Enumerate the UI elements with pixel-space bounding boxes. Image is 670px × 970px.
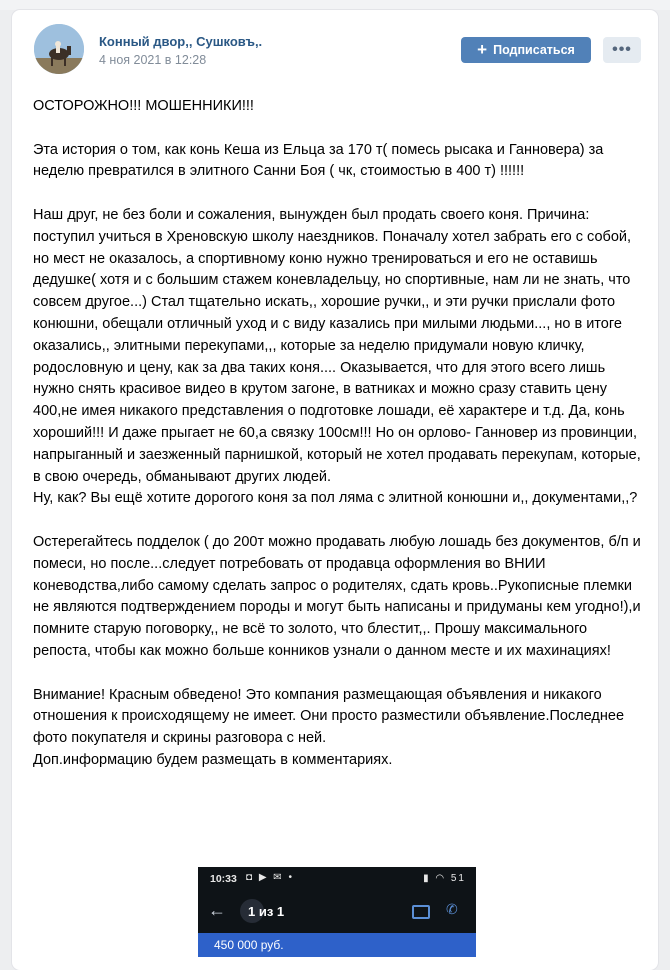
back-arrow-icon: ← <box>208 900 226 920</box>
paragraph: Внимание! Красным обведено! Это компания размещающая объявления и никакого отношения к происходящему не имеет. Они просто разместили объявление.Последнее фото покупателя и скрины разговора с ней. <box>33 686 629 747</box>
author-name[interactable]: Конный двор,, Сушковъ,. <box>99 34 263 49</box>
photo-counter: 1 из 1 <box>248 904 285 919</box>
paragraph-gap <box>33 663 643 685</box>
avatar[interactable] <box>34 24 84 74</box>
paragraph: ОСТОРОЖНО!!! МОШЕННИКИ!!! <box>33 98 254 114</box>
price-bar <box>198 933 476 957</box>
subscribe-label: Подписаться <box>493 43 575 57</box>
video-call-icon <box>412 905 430 919</box>
photo-attachment[interactable] <box>198 867 476 957</box>
paragraph: Ну, как? Вы ещё хотите дорогого коня за пол ляма с элитной конюшни и,, документами,,? <box>33 490 638 507</box>
paragraph: Доп.информацию будем размещать в комментариях. <box>33 751 393 768</box>
paragraph: Остерегайтесь подделок ( до 200т можно продавать любую лошадь без документов, б/п и помеси, но после...следует потребовать от продавца оформления во ВНИИ коневодства,либо самому сделать запрос о родителях, сдать кровь..Рукописные племки не являются подтверждением породы и могут быть написаны и придуманы кем угодно!),и помните старую поговорку,, не всё то золото, что блестит,,. Прошу максимального репоста, чтобы как можно больше конников узнали о данном месте и их махинациях! <box>33 533 645 659</box>
phone-status-bar <box>198 867 476 891</box>
paragraph-gap <box>33 183 643 205</box>
post-card <box>12 10 658 970</box>
more-icon: ••• <box>612 41 632 58</box>
price-text: 450 000 руб. <box>214 938 284 952</box>
status-time: 10:33 <box>210 873 237 885</box>
avatar-horse-image <box>34 24 84 74</box>
post-date[interactable]: 4 ноя 2021 в 12:28 <box>99 53 207 67</box>
more-options-button[interactable] <box>603 37 641 63</box>
subscribe-button[interactable] <box>461 37 591 63</box>
chat-nav-row <box>198 895 476 929</box>
plus-icon: + <box>477 39 488 59</box>
notification-icons: ◘ ▶ ✉ • <box>246 872 294 883</box>
post-header <box>12 10 658 90</box>
post-text <box>33 96 643 772</box>
paragraph-gap <box>33 118 643 140</box>
paragraph: Наш друг, не без боли и сожаления, вынужден был продать своего коня. Причина: поступил учиться в Хреновскую школу наездников. Поначалу хотел забрать его с собой, но мест не оказалось, а спортивному коню нужно тренироваться и его не оставишь дедушке( хотя и с большим стажем коневладельцу, но спортивные, нам ли не знать, что совсем другое...) Стал тщательно искать,, хорошие ручки,, и эти ручки прислали фото конюшни, обещали отличный уход и с виду казались при милыми людьми..., но в итоге оказались,, элитными перекупами,,, которые за неделю придумали новую кличку, родословную и цену, как за два таких коня.... Оказывается, что для этого всего лишь нужно снять красивое видео в крутом загоне, в ватниках и можно сразу ставить цену 400,не имея никакого представления о подготовке лошади, её характере и т.д. Да, конь хороший!!! И даже прыгает не 60,а связку 100см!!! Но он орлово- Ганновер из провинции, напрыганный и заезженный парнишкой, который не хотел продавать перекупам, которые, в свою очередь, обманывают других людей. <box>33 206 645 485</box>
paragraph-gap <box>33 510 643 532</box>
top-strip <box>0 0 670 10</box>
signal-battery-icons: ▮ ◠ 51 <box>423 873 466 884</box>
phone-call-icon: ✆ <box>446 901 458 917</box>
paragraph: Эта история о том, как конь Кеша из Ельца за 170 т( помесь рысака и Ганновера) за неделю превратился в элитного Санни Боя ( чк, стоимостью в 400 т) !!!!!! <box>33 141 608 180</box>
